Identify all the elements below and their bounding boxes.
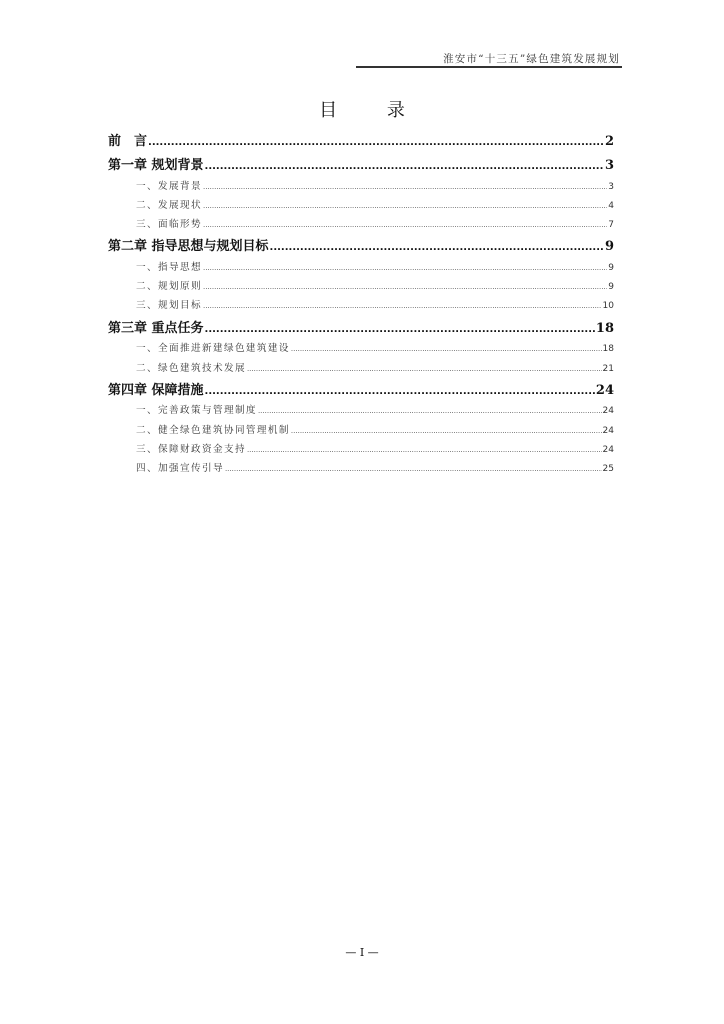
dot-leader [291, 427, 602, 435]
table-of-contents [108, 130, 614, 479]
toc-entry-2-3[interactable] [108, 297, 614, 316]
toc-entry-page: 9 [608, 282, 614, 293]
dot-leader [148, 137, 604, 148]
toc-entry-page: 3 [608, 181, 614, 192]
toc-entry-label: 第四章 保障措施 [108, 382, 204, 398]
toc-entry-3-1[interactable] [108, 340, 614, 359]
toc-entry-page: 24 [602, 406, 614, 417]
dot-leader [205, 161, 604, 172]
toc-entry-chapter-3[interactable] [108, 317, 614, 341]
toc-title: 目 录 [319, 100, 427, 121]
toc-entry-label: 三、面临形势 [136, 218, 202, 230]
toc-entry-3-2[interactable] [108, 360, 614, 379]
page-number: — I — [345, 946, 379, 959]
toc-entry-1-1[interactable] [108, 178, 614, 197]
toc-entry-label: 二、发展现状 [136, 199, 202, 211]
toc-entry-label: 第三章 重点任务 [108, 320, 204, 336]
toc-entry-1-2[interactable] [108, 197, 614, 216]
toc-entry-page: 9 [604, 239, 614, 255]
toc-entry-label: 前 言 [108, 134, 148, 149]
toc-entry-page: 18 [602, 344, 614, 355]
toc-entry-label: 一、完善政策与管理制度 [136, 405, 257, 417]
toc-entry-4-2[interactable] [108, 422, 614, 441]
toc-entry-1-3[interactable] [108, 216, 614, 235]
toc-entry-preface[interactable] [108, 130, 614, 154]
header-rule [356, 66, 622, 68]
toc-entry-page: 24 [595, 382, 614, 398]
dot-leader [270, 242, 604, 253]
dot-leader [203, 202, 607, 210]
dot-leader [258, 407, 602, 415]
toc-entry-label: 四、加强宣传引导 [136, 463, 224, 475]
toc-entry-page: 24 [602, 444, 614, 455]
toc-entry-page: 24 [602, 425, 614, 436]
toc-entry-page: 3 [604, 157, 614, 173]
dot-leader [247, 446, 602, 454]
toc-entry-2-2[interactable] [108, 278, 614, 297]
toc-entry-label: 三、保障财政资金支持 [136, 443, 246, 455]
toc-entry-label: 第一章 规划背景 [108, 157, 204, 173]
running-header: 淮安市“十三五”绿色建筑发展规划 [443, 53, 620, 65]
toc-entry-page: 9 [608, 262, 614, 273]
dot-leader [205, 324, 595, 335]
toc-entry-label: 一、全面推进新建绿色建筑建设 [136, 343, 290, 355]
toc-entry-page: 2 [604, 134, 614, 149]
toc-entry-4-1[interactable] [108, 402, 614, 421]
toc-entry-2-1[interactable] [108, 259, 614, 278]
toc-entry-label: 二、健全绿色建筑协同管理机制 [136, 424, 290, 436]
toc-entry-4-3[interactable] [108, 441, 614, 460]
dot-leader [225, 465, 602, 473]
toc-entry-label: 一、指导思想 [136, 261, 202, 273]
toc-entry-label: 二、规划原则 [136, 281, 202, 293]
dot-leader [291, 345, 602, 353]
toc-entry-label: 三、规划目标 [136, 300, 202, 312]
dot-leader [203, 264, 607, 272]
toc-entry-page: 10 [602, 301, 614, 312]
dot-leader [205, 386, 595, 397]
dot-leader [203, 221, 607, 229]
dot-leader [203, 183, 607, 191]
toc-entry-label: 一、发展背景 [136, 180, 202, 192]
toc-entry-chapter-2[interactable] [108, 235, 614, 259]
dot-leader [203, 302, 602, 310]
toc-entry-label: 二、绿色建筑技术发展 [136, 362, 246, 374]
toc-entry-chapter-1[interactable] [108, 154, 614, 178]
toc-entry-page: 21 [602, 363, 614, 374]
toc-entry-page: 25 [602, 464, 614, 475]
toc-entry-page: 7 [608, 219, 614, 230]
toc-entry-page: 4 [608, 200, 614, 211]
dot-leader [247, 365, 602, 373]
toc-entry-chapter-4[interactable] [108, 379, 614, 403]
toc-entry-4-4[interactable] [108, 460, 614, 479]
toc-entry-page: 18 [595, 320, 614, 336]
dot-leader [203, 283, 607, 291]
toc-entry-label: 第二章 指导思想与规划目标 [108, 239, 269, 255]
